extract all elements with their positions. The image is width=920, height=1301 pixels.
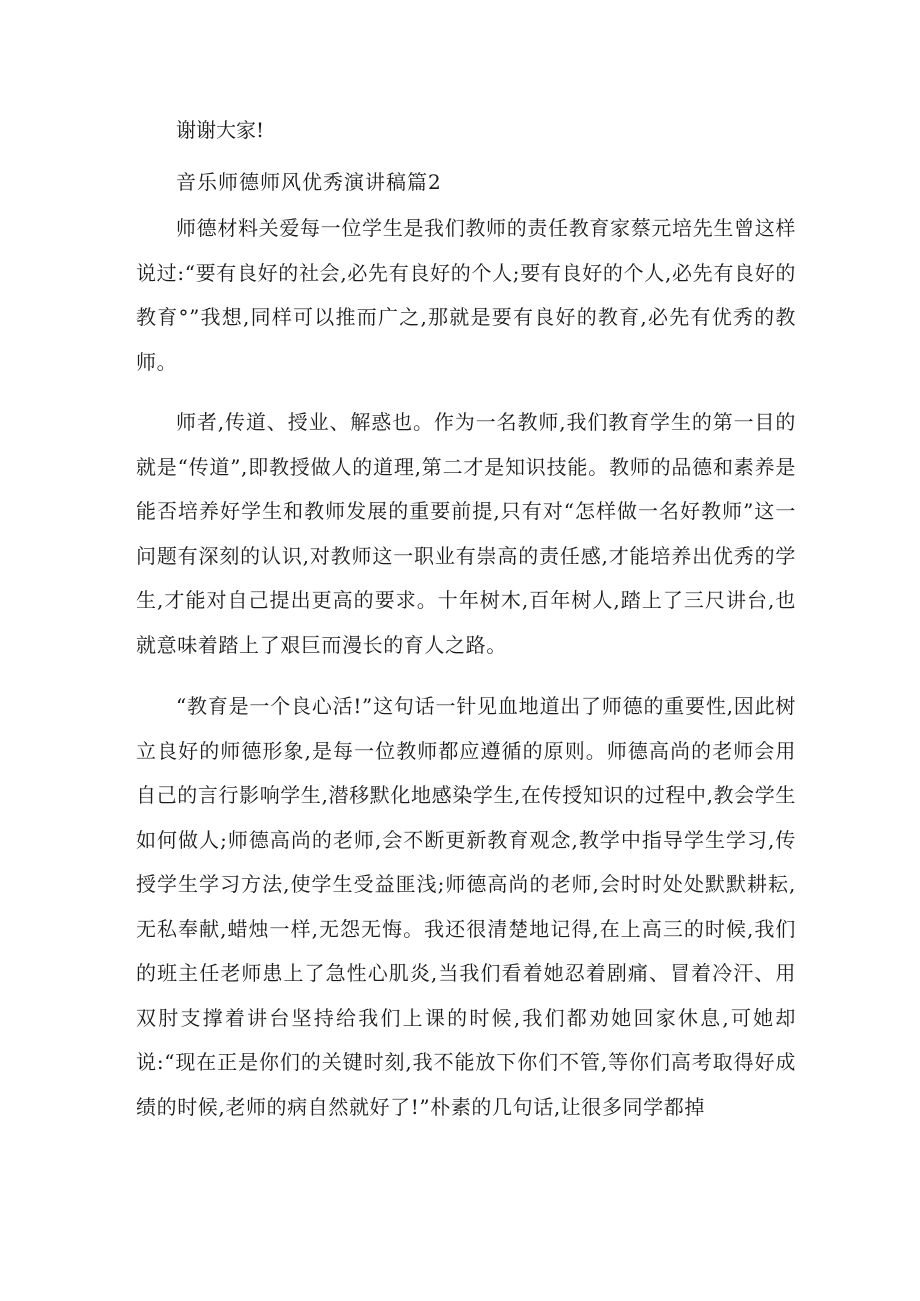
- paragraph-1: 师德材料关爱每一位学生是我们教师的责任教育家蔡元培先生曾这样说过:“要有良好的社会,必先有良好的个人;要有良好的个人,必先有良好的教育°”我想,同样可以推而广之,那就是要有良好的教育,必先有优秀的教师。: [136, 216, 796, 374]
- paragraph-2: 师者,传道、授业、解惑也。作为一名教师,我们教育学生的第一目的就是“传道”,即教授做人的道理,第二才是知识技能。教师的品德和素养是能否培养好学生和教师发展的重要前提,只有对“怎样做一名好教师”这一问题有深刻的认识,对教师这一职业有崇高的责任感,才能培养出优秀的学生,才能对自己提出更高的要求。十年树木,百年树人,踏上了三尺讲台,也就意味着踏上了艰巨而漫长的育人之路。: [136, 410, 796, 657]
- thanks-line: 谢谢大家!: [176, 118, 265, 142]
- paragraph-3: “教育是一个良心活!”这句话一针见血地道出了师德的重要性,因此树立良好的师德形象,是每一位教师都应遵循的原则。师德高尚的老师会用自己的言行影响学生,潜移默化地感染学生,在传授知识的过程中,教会学生如何做人;师德高尚的老师,会不断更新教育观念,教学中指导学生学习,传授学生学习方法,使学生受益匪浅;师德高尚的老师,会时时处处默默耕耘,无私奉献,蜡烛一样,无怨无悔。我还很清楚地记得,在上高三的时候,我们的班主任老师患上了急性心肌炎,当我们看着她忍着剧痛、冒着冷汗、用双肘支撑着讲台坚持给我们上课的时候,我们都劝她回家休息,可她却说:“现在正是你们的关键时刻,我不能放下你们不管,等你们高考取得好成绩的时候,老师的病自然就好了!”朴素的几句话,让很多同学都掉: [136, 694, 796, 1119]
- section-title: 音乐师德师风优秀演讲稿篇2: [176, 170, 442, 194]
